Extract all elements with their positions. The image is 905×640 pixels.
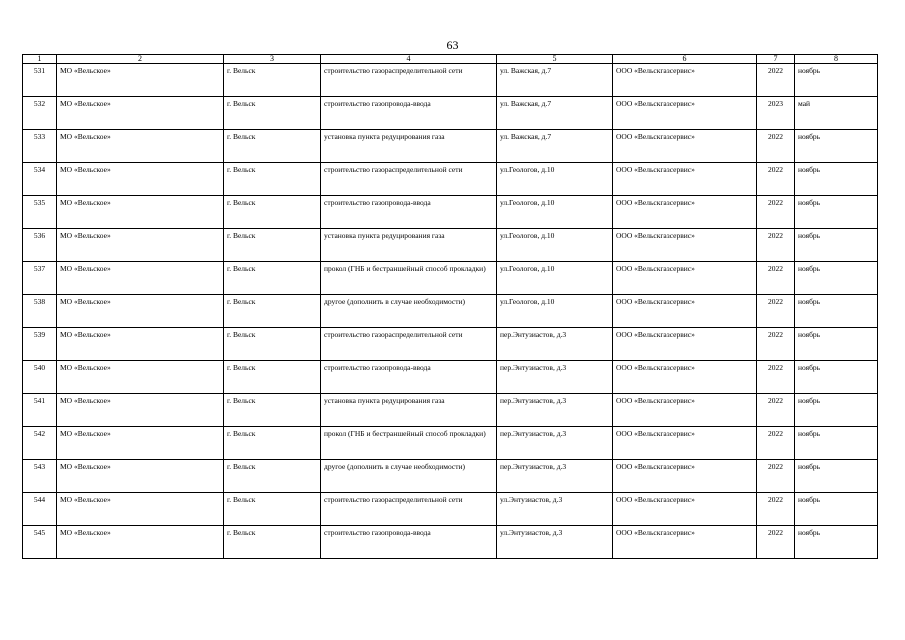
address-cell: ул. Важская, д.7 — [497, 97, 613, 130]
table-row — [23, 526, 878, 559]
row-number-cell: 535 — [23, 196, 57, 229]
municipality-cell: МО «Вельское» — [57, 130, 224, 163]
column-number: 6 — [613, 55, 757, 64]
address-cell: ул.Геологов, д.10 — [497, 196, 613, 229]
address-cell: пер.Энтузиастов, д.3 — [497, 427, 613, 460]
column-number: 4 — [321, 55, 497, 64]
row-number-cell: 534 — [23, 163, 57, 196]
month-cell: ноябрь — [795, 361, 878, 394]
work-type-cell: другое (дополнить в случае необходимости) — [321, 460, 497, 493]
work-type-cell: прокол (ГНБ и бестраншейный способ прокладки) — [321, 262, 497, 295]
page-number: 63 — [446, 38, 459, 52]
table-row — [23, 163, 878, 196]
municipality-cell: МО «Вельское» — [57, 526, 224, 559]
row-number-cell: 539 — [23, 328, 57, 361]
settlement-cell: г. Вельск — [224, 526, 321, 559]
month-cell: ноябрь — [795, 163, 878, 196]
table-row — [23, 328, 878, 361]
settlement-cell: г. Вельск — [224, 427, 321, 460]
work-type-cell: установка пункта редуцирования газа — [321, 229, 497, 262]
organization-cell: ООО «Вельскгазсервис» — [613, 295, 757, 328]
municipality-cell: МО «Вельское» — [57, 295, 224, 328]
table-row — [23, 229, 878, 262]
month-cell: ноябрь — [795, 460, 878, 493]
organization-cell: ООО «Вельскгазсервис» — [613, 229, 757, 262]
settlement-cell: г. Вельск — [224, 262, 321, 295]
year-cell: 2022 — [757, 526, 795, 559]
work-type-cell: другое (дополнить в случае необходимости) — [321, 295, 497, 328]
row-number-cell: 537 — [23, 262, 57, 295]
municipality-cell: МО «Вельское» — [57, 163, 224, 196]
year-cell: 2022 — [757, 394, 795, 427]
table-row — [23, 460, 878, 493]
table-row — [23, 262, 878, 295]
row-number-cell: 533 — [23, 130, 57, 163]
address-cell: ул.Энтузиастов, д.3 — [497, 493, 613, 526]
work-type-cell: строительство газопровода-ввода — [321, 526, 497, 559]
organization-cell: ООО «Вельскгазсервис» — [613, 361, 757, 394]
row-number-cell: 531 — [23, 64, 57, 97]
row-number-cell: 542 — [23, 427, 57, 460]
table-row — [23, 97, 878, 130]
address-cell: пер.Энтузиастов, д.3 — [497, 460, 613, 493]
municipality-cell: МО «Вельское» — [57, 460, 224, 493]
organization-cell: ООО «Вельскгазсервис» — [613, 130, 757, 163]
year-cell: 2022 — [757, 328, 795, 361]
municipality-cell: МО «Вельское» — [57, 229, 224, 262]
settlement-cell: г. Вельск — [224, 196, 321, 229]
month-cell: ноябрь — [795, 229, 878, 262]
settlement-cell: г. Вельск — [224, 64, 321, 97]
year-cell: 2022 — [757, 493, 795, 526]
row-number-cell: 541 — [23, 394, 57, 427]
row-number-cell: 536 — [23, 229, 57, 262]
year-cell: 2023 — [757, 97, 795, 130]
address-cell: пер.Энтузиастов, д.3 — [497, 328, 613, 361]
work-type-cell: строительство газопровода-ввода — [321, 97, 497, 130]
work-type-cell: установка пункта редуцирования газа — [321, 130, 497, 163]
address-cell: ул.Энтузиастов, д.3 — [497, 526, 613, 559]
settlement-cell: г. Вельск — [224, 493, 321, 526]
column-number: 3 — [224, 55, 321, 64]
organization-cell: ООО «Вельскгазсервис» — [613, 262, 757, 295]
settlement-cell: г. Вельск — [224, 394, 321, 427]
municipality-cell: МО «Вельское» — [57, 97, 224, 130]
month-cell: ноябрь — [795, 262, 878, 295]
settlement-cell: г. Вельск — [224, 295, 321, 328]
settlement-cell: г. Вельск — [224, 361, 321, 394]
row-number-cell: 538 — [23, 295, 57, 328]
municipality-cell: МО «Вельское» — [57, 328, 224, 361]
address-cell: ул. Важская, д.7 — [497, 64, 613, 97]
settlement-cell: г. Вельск — [224, 163, 321, 196]
column-number: 7 — [757, 55, 795, 64]
table-row — [23, 295, 878, 328]
settlement-cell: г. Вельск — [224, 130, 321, 163]
year-cell: 2022 — [757, 262, 795, 295]
year-cell: 2022 — [757, 64, 795, 97]
address-cell: ул. Важская, д.7 — [497, 130, 613, 163]
address-cell: ул.Геологов, д.10 — [497, 229, 613, 262]
settlement-cell: г. Вельск — [224, 97, 321, 130]
municipality-cell: МО «Вельское» — [57, 262, 224, 295]
month-cell: ноябрь — [795, 526, 878, 559]
month-cell: ноябрь — [795, 64, 878, 97]
table-row — [23, 427, 878, 460]
year-cell: 2022 — [757, 427, 795, 460]
row-number-cell: 544 — [23, 493, 57, 526]
municipality-cell: МО «Вельское» — [57, 361, 224, 394]
work-type-cell: строительство газораспределительной сети — [321, 163, 497, 196]
work-type-cell: установка пункта редуцирования газа — [321, 394, 497, 427]
settlement-cell: г. Вельск — [224, 328, 321, 361]
address-cell: пер.Энтузиастов, д.3 — [497, 394, 613, 427]
row-number-cell: 545 — [23, 526, 57, 559]
year-cell: 2022 — [757, 229, 795, 262]
table-row — [23, 196, 878, 229]
settlement-cell: г. Вельск — [224, 229, 321, 262]
row-number-cell: 540 — [23, 361, 57, 394]
row-number-cell: 543 — [23, 460, 57, 493]
table-row — [23, 130, 878, 163]
municipality-cell: МО «Вельское» — [57, 196, 224, 229]
column-number: 1 — [23, 55, 57, 64]
column-number: 5 — [497, 55, 613, 64]
month-cell: ноябрь — [795, 394, 878, 427]
organization-cell: ООО «Вельскгазсервис» — [613, 526, 757, 559]
municipality-cell: МО «Вельское» — [57, 64, 224, 97]
month-cell: ноябрь — [795, 328, 878, 361]
organization-cell: ООО «Вельскгазсервис» — [613, 427, 757, 460]
year-cell: 2022 — [757, 361, 795, 394]
organization-cell: ООО «Вельскгазсервис» — [613, 460, 757, 493]
column-number: 2 — [57, 55, 224, 64]
table-row — [23, 361, 878, 394]
organization-cell: ООО «Вельскгазсервис» — [613, 97, 757, 130]
registry-table — [22, 54, 878, 559]
municipality-cell: МО «Вельское» — [57, 493, 224, 526]
organization-cell: ООО «Вельскгазсервис» — [613, 493, 757, 526]
row-number-cell: 532 — [23, 97, 57, 130]
column-number: 8 — [795, 55, 878, 64]
year-cell: 2022 — [757, 196, 795, 229]
municipality-cell: МО «Вельское» — [57, 394, 224, 427]
month-cell: ноябрь — [795, 196, 878, 229]
organization-cell: ООО «Вельскгазсервис» — [613, 64, 757, 97]
address-cell: пер.Энтузиастов, д.3 — [497, 361, 613, 394]
organization-cell: ООО «Вельскгазсервис» — [613, 163, 757, 196]
year-cell: 2022 — [757, 130, 795, 163]
month-cell: ноябрь — [795, 295, 878, 328]
organization-cell: ООО «Вельскгазсервис» — [613, 328, 757, 361]
work-type-cell: строительство газопровода-ввода — [321, 196, 497, 229]
work-type-cell: строительство газораспределительной сети — [321, 328, 497, 361]
organization-cell: ООО «Вельскгазсервис» — [613, 394, 757, 427]
address-cell: ул.Геологов, д.10 — [497, 163, 613, 196]
month-cell: май — [795, 97, 878, 130]
work-type-cell: строительство газораспределительной сети — [321, 64, 497, 97]
month-cell: ноябрь — [795, 427, 878, 460]
year-cell: 2022 — [757, 460, 795, 493]
year-cell: 2022 — [757, 163, 795, 196]
work-type-cell: прокол (ГНБ и бестраншейный способ прокладки) — [321, 427, 497, 460]
address-cell: ул.Геологов, д.10 — [497, 295, 613, 328]
organization-cell: ООО «Вельскгазсервис» — [613, 196, 757, 229]
month-cell: ноябрь — [795, 493, 878, 526]
work-type-cell: строительство газопровода-ввода — [321, 361, 497, 394]
settlement-cell: г. Вельск — [224, 460, 321, 493]
column-numbers-row — [23, 55, 878, 64]
municipality-cell: МО «Вельское» — [57, 427, 224, 460]
year-cell: 2022 — [757, 295, 795, 328]
table-row — [23, 493, 878, 526]
address-cell: ул.Геологов, д.10 — [497, 262, 613, 295]
table-row — [23, 394, 878, 427]
work-type-cell: строительство газораспределительной сети — [321, 493, 497, 526]
month-cell: ноябрь — [795, 130, 878, 163]
table-row — [23, 64, 878, 97]
